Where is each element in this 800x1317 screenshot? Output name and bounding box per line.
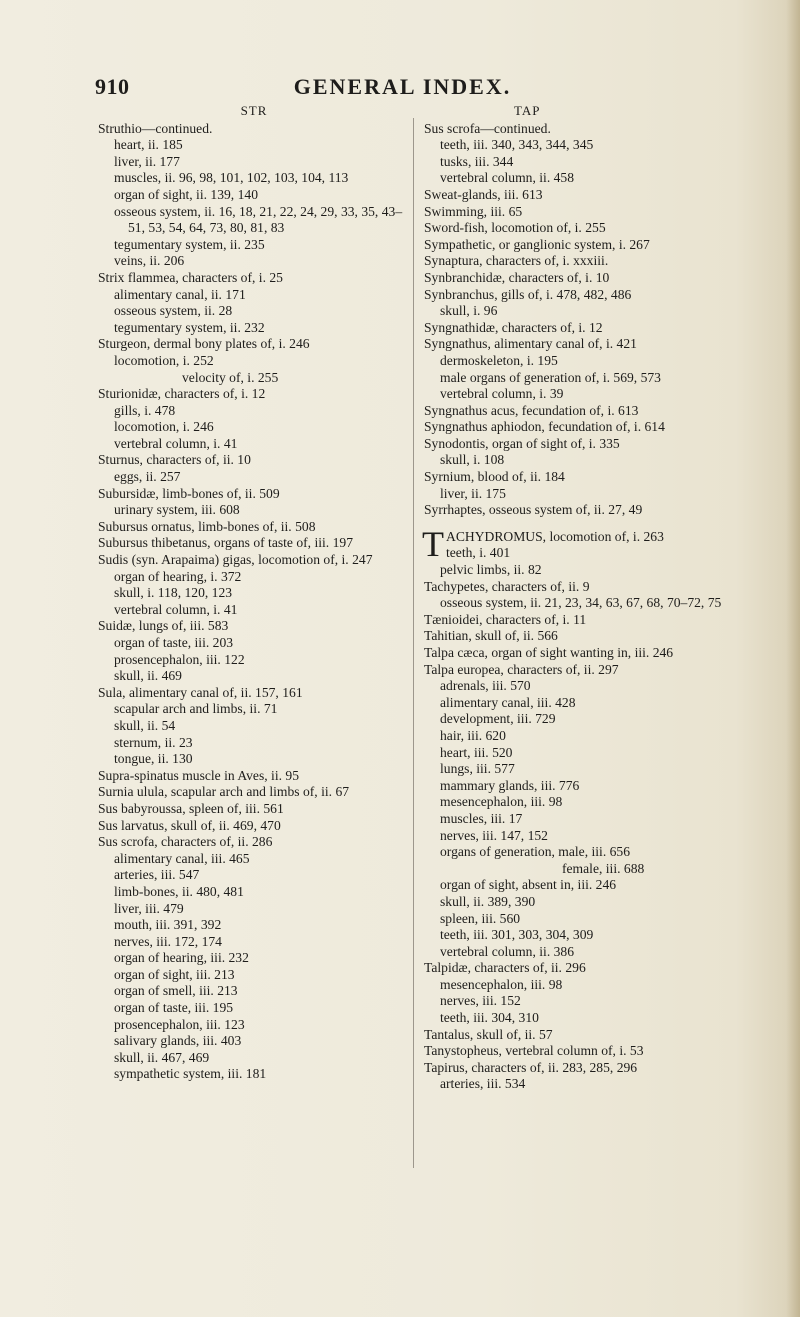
- index-entry: Swimming, iii. 65: [424, 203, 523, 219]
- index-subentry: lungs, iii. 577: [440, 761, 515, 777]
- index-entry: Supra-spinatus muscle in Aves, ii. 95: [98, 767, 299, 783]
- left-entries: [98, 121, 410, 1083]
- index-entry: Struthio—continued.: [98, 120, 213, 136]
- index-entry: Sus scrofa, characters of, ii. 286: [98, 834, 273, 850]
- index-subentry: adrenals, iii. 570: [440, 678, 531, 694]
- index-entry: Synodontis, organ of sight of, i. 335: [424, 435, 620, 451]
- index-subentry: vertebral column, ii. 386: [440, 943, 575, 959]
- section-gap: [424, 519, 764, 529]
- index-subentry: liver, ii. 175: [440, 485, 506, 501]
- index-entry: Syrrhaptes, osseous system of, ii. 27, 49: [424, 502, 643, 518]
- index-subentry: teeth, iii. 340, 343, 344, 345: [440, 137, 594, 153]
- index-entry: Sturgeon, dermal bony plates of, i. 246: [98, 336, 310, 352]
- index-subentry: muscles, ii. 96, 98, 101, 102, 103, 104, 113: [114, 170, 349, 186]
- index-subentry: teeth, iii. 301, 303, 304, 309: [440, 927, 594, 943]
- index-entry: Tachypetes, characters of, ii. 9: [424, 578, 590, 594]
- index-subentry: sympathetic system, iii. 181: [114, 1066, 267, 1082]
- index-entry: Sus scrofa—continued.: [424, 120, 551, 136]
- index-subentry: limb-bones, ii. 480, 481: [114, 883, 244, 899]
- index-subentry: skull, ii. 469: [114, 668, 182, 684]
- index-entry: Tanystopheus, vertebral column of, i. 53: [424, 1043, 644, 1059]
- index-entry: Subursidæ, limb-bones of, ii. 509: [98, 485, 280, 501]
- index-subentry: organ of taste, iii. 203: [114, 635, 234, 650]
- index-subentry: mammary glands, iii. 776: [440, 777, 580, 793]
- index-subentry: nerves, iii. 147, 152: [440, 827, 548, 843]
- index-entry: Sturionidæ, characters of, i. 12: [98, 386, 266, 402]
- index-entry: Synbranchidæ, characters of, i. 10: [424, 269, 610, 285]
- index-subentry: alimentary canal, ii. 171: [114, 286, 246, 302]
- index-subentry: liver, ii. 177: [114, 153, 180, 169]
- index-subentry: development, iii. 729: [440, 711, 556, 727]
- dropcap-letter: T: [422, 523, 444, 564]
- left-guide-word: STR: [240, 103, 268, 118]
- index-subentry: skull, i. 118, 120, 123: [114, 585, 233, 601]
- index-subentry: mesencephalon, iii. 98: [440, 794, 563, 810]
- index-entry: Talpa europea, characters of, ii. 297: [424, 661, 619, 677]
- index-entry: Sturnus, characters of, ii. 10: [98, 452, 251, 468]
- index-entry: Tapirus, characters of, ii. 283, 285, 296: [424, 1059, 638, 1075]
- index-subentry: osseous system, ii. 16, 18, 21, 22, 24, 29, 33, 35, 43–51, 53, 54, 64, 73, 80, 81, 83: [114, 203, 403, 236]
- index-subentry: eggs, ii. 257: [114, 469, 181, 485]
- page-number: 910: [95, 74, 130, 99]
- index-subentry: alimentary canal, iii. 428: [440, 694, 576, 710]
- left-column: [98, 103, 410, 1083]
- index-entry: Syngnathidæ, characters of, i. 12: [424, 319, 603, 335]
- index-entry: Tænioidei, characters of, i. 11: [424, 611, 587, 627]
- index-entry: Talpidæ, characters of, ii. 296: [424, 960, 586, 976]
- index-subentry: vertebral column, ii. 458: [440, 170, 575, 186]
- index-subentry: pelvic limbs, ii. 82: [440, 562, 542, 578]
- index-subentry: vertebral column, i. 41: [114, 435, 238, 451]
- index-subentry: dermoskeleton, i. 195: [440, 352, 558, 368]
- index-subentry: mouth, iii. 391, 392: [114, 917, 222, 933]
- right-column: [424, 103, 764, 1093]
- index-subentry: alimentary canal, iii. 465: [114, 850, 250, 866]
- index-subentry: organ of taste, iii. 195: [114, 1000, 234, 1016]
- index-entry: Sus larvatus, skull of, ii. 469, 470: [98, 817, 281, 833]
- index-entry: Syrnium, blood of, ii. 184: [424, 469, 565, 485]
- index-subentry: tusks, iii. 344: [440, 153, 514, 169]
- index-subentry: sternum, ii. 23: [114, 734, 193, 750]
- index-subentry: scapular arch and limbs, ii. 71: [114, 701, 278, 717]
- index-subentry: tegumentary system, ii. 232: [114, 319, 265, 335]
- index-entry: Tantalus, skull of, ii. 57: [424, 1026, 553, 1042]
- index-subentry: muscles, iii. 17: [440, 810, 523, 826]
- index-subentry: organ of sight, absent in, iii. 246: [440, 877, 617, 893]
- index-subentry: mesencephalon, iii. 98: [440, 976, 563, 992]
- section-t: [422, 523, 764, 564]
- index-entry: Tahitian, skull of, ii. 566: [424, 628, 558, 644]
- index-subentry: veins, ii. 206: [114, 253, 185, 269]
- index-subentry: male organs of generation of, i. 569, 573: [440, 369, 661, 385]
- index-subentry: velocity of, i. 255: [182, 369, 279, 385]
- index-entry: Sudis (syn. Arapaima) gigas, locomotion of, i. 247: [98, 552, 373, 568]
- index-entry: ACHYDROMUS, locomotion of, i. 263: [446, 528, 664, 544]
- index-subentry: nerves, iii. 172, 174: [114, 933, 222, 949]
- index-subentry: skull, ii. 54: [114, 717, 176, 733]
- index-subentry: organ of hearing, iii. 232: [114, 950, 249, 966]
- index-entry: Strix flammea, characters of, i. 25: [98, 269, 283, 285]
- index-subentry: vertebral column, i. 41: [114, 601, 238, 617]
- index-entry: Sula, alimentary canal of, ii. 157, 161: [98, 684, 303, 700]
- index-subentry: tegumentary system, ii. 235: [114, 236, 265, 252]
- index-entry: Subursus thibetanus, organs of taste of, iii. 197: [98, 535, 353, 551]
- index-subentry: skull, ii. 389, 390: [440, 893, 536, 909]
- index-subentry: nerves, iii. 152: [440, 993, 521, 1009]
- index-entry: Sword-fish, locomotion of, i. 255: [424, 220, 606, 236]
- index-entry: Syngnathus aphiodon, fecundation of, i. 614: [424, 419, 665, 435]
- index-subentry: heart, iii. 520: [440, 744, 513, 760]
- index-entry: Synbranchus, gills of, i. 478, 482, 486: [424, 286, 632, 302]
- index-entry: Syngnathus, alimentary canal of, i. 421: [424, 336, 637, 352]
- index-subentry: female, iii. 688: [562, 860, 645, 876]
- column-divider: [413, 118, 414, 1168]
- index-subentry: vertebral column, i. 39: [440, 386, 564, 402]
- index-entry: teeth, i. 401: [446, 545, 511, 561]
- index-subentry: skull, i. 96: [440, 303, 498, 319]
- index-entry: Synaptura, characters of, i. xxxiii.: [424, 253, 609, 269]
- index-subentry: tongue, ii. 130: [114, 751, 193, 767]
- right-entries: [424, 121, 764, 519]
- index-subentry: osseous system, ii. 21, 23, 34, 63, 67, 68, 70–72, 75: [440, 595, 722, 611]
- index-subentry: prosencephalon, iii. 123: [114, 1016, 245, 1032]
- index-subentry: arteries, iii. 534: [440, 1076, 526, 1092]
- index-entry: Talpa cæca, organ of sight wanting in, iii. 246: [424, 645, 674, 660]
- index-subentry: locomotion, i. 252: [114, 352, 214, 368]
- index-entry: Sympathetic, or ganglionic system, i. 267: [424, 236, 650, 252]
- index-entry: Syngnathus acus, fecundation of, i. 613: [424, 402, 639, 418]
- index-subentry: locomotion, i. 246: [114, 419, 214, 435]
- index-subentry: skull, ii. 467, 469: [114, 1049, 210, 1065]
- index-subentry: organ of hearing, i. 372: [114, 568, 242, 584]
- index-subentry: organ of smell, iii. 213: [114, 983, 238, 999]
- index-entry: Sus babyroussa, spleen of, iii. 561: [98, 800, 284, 816]
- index-subentry: organ of sight, iii. 213: [114, 966, 235, 982]
- index-subentry: spleen, iii. 560: [440, 910, 521, 926]
- index-subentry: gills, i. 478: [114, 402, 176, 418]
- index-subentry: skull, i. 108: [440, 452, 505, 468]
- index-subentry: hair, iii. 620: [440, 727, 506, 743]
- index-subentry: osseous system, ii. 28: [114, 303, 233, 319]
- index-entry: Suidæ, lungs of, iii. 583: [98, 618, 229, 634]
- index-subentry: prosencephalon, iii. 122: [114, 651, 245, 667]
- index-entry: Sweat-glands, iii. 613: [424, 186, 543, 202]
- index-subentry: urinary system, iii. 608: [114, 502, 240, 518]
- index-subentry: teeth, iii. 304, 310: [440, 1010, 539, 1026]
- index-subentry: heart, ii. 185: [114, 137, 183, 153]
- page-header: [0, 74, 800, 104]
- index-entry: Subursus ornatus, limb-bones of, ii. 508: [98, 518, 316, 534]
- index-subentry: arteries, iii. 547: [114, 867, 200, 883]
- index-entry: Surnia ulula, scapular arch and limbs of, ii. 67: [98, 784, 350, 800]
- page-title: GENERAL INDEX.: [293, 74, 512, 99]
- right-guide-word: TAP: [514, 103, 541, 118]
- index-subentry: organ of sight, ii. 139, 140: [114, 186, 258, 202]
- page-edge-shadow: [786, 0, 800, 1317]
- right-entries-t: [424, 562, 764, 1093]
- index-subentry: organs of generation, male, iii. 656: [440, 844, 631, 860]
- index-subentry: salivary glands, iii. 403: [114, 1033, 242, 1049]
- index-subentry: liver, iii. 479: [114, 900, 184, 916]
